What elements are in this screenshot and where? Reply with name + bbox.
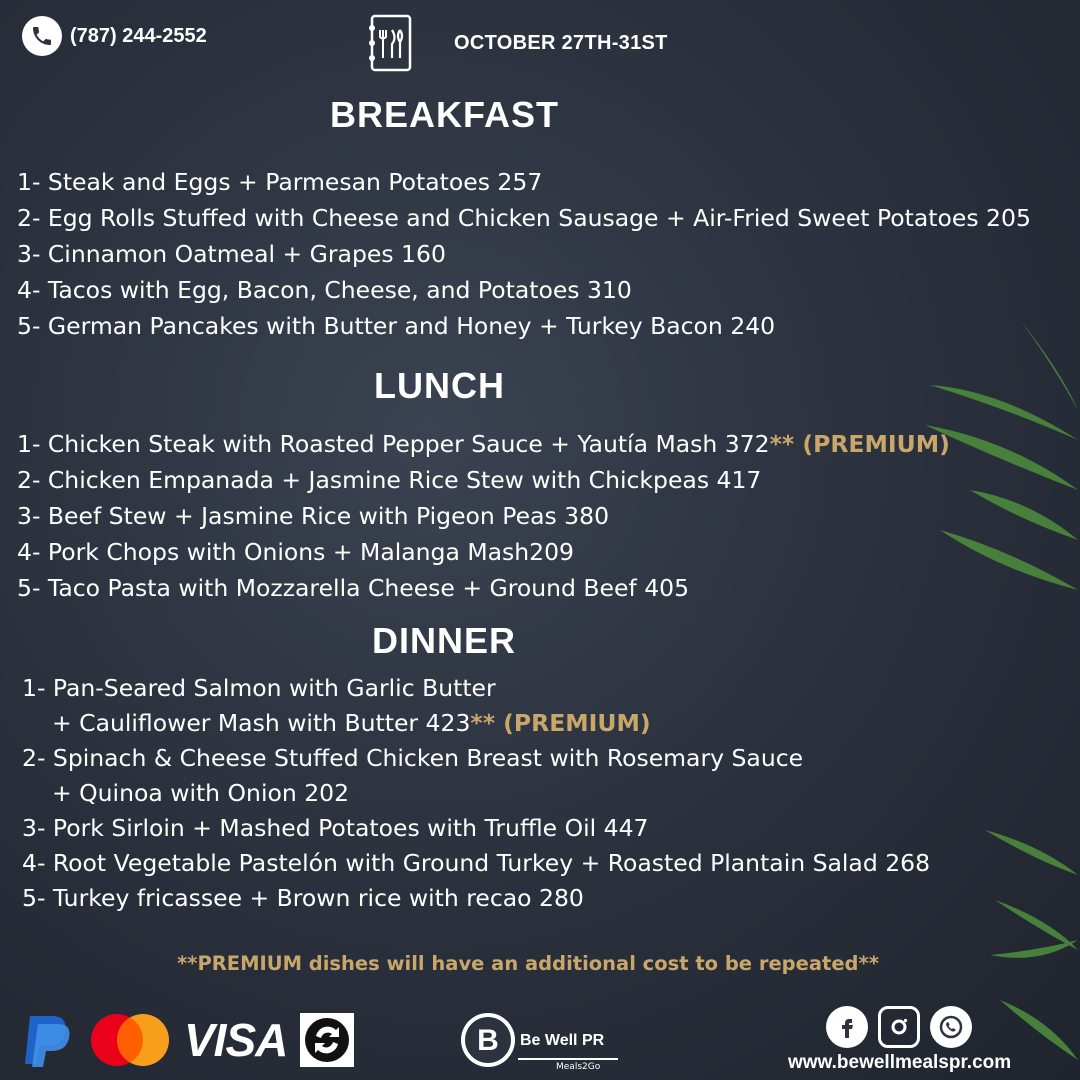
list-item: 3- Beef Stew + Jasmine Rice with Pigeon Peas 380: [17, 502, 610, 530]
phone-icon: [22, 16, 62, 56]
list-item: 2- Chicken Empanada + Jasmine Rice Stew with Chickpeas 417: [17, 466, 762, 494]
paypal-icon: [16, 1012, 76, 1068]
date-range: OCTOBER 27TH-31ST: [454, 32, 668, 54]
payment-methods: [16, 1012, 355, 1068]
menu-book-icon: [366, 14, 414, 72]
list-item: 1- Chicken Steak with Roasted Pepper Sauce + Yautía Mash 372** (PREMIUM): [17, 430, 950, 458]
list-item: 5- Turkey fricassee + Brown rice with recao 280: [22, 884, 584, 912]
brand-underline: [518, 1058, 618, 1060]
phone-contact[interactable]: [22, 16, 207, 56]
premium-footnote: **PREMIUM dishes will have an additional cost to be repeated**: [177, 952, 879, 975]
list-item: 3- Cinnamon Oatmeal + Grapes 160: [17, 240, 446, 268]
list-item-continuation: + Cauliflower Mash with Butter 423** (PREMIUM): [52, 709, 651, 737]
list-item: 2- Spinach & Cheese Stuffed Chicken Breast with Rosemary Sauce: [22, 744, 804, 772]
list-item: 1- Pan-Seared Salmon with Garlic Butter: [22, 674, 496, 702]
svg-text:B: B: [477, 1024, 499, 1057]
ath-movil-icon: [299, 1012, 355, 1068]
list-item: 5- Taco Pasta with Mozzarella Cheese + Ground Beef 405: [17, 574, 690, 602]
premium-tag: ** (PREMIUM): [470, 709, 651, 737]
whatsapp-icon[interactable]: [930, 1006, 972, 1048]
lunch-list: [17, 426, 950, 606]
list-item: 4- Root Vegetable Pastelón with Ground Turkey + Roasted Plantain Salad 268: [22, 849, 931, 877]
social-links: [826, 1006, 972, 1048]
facebook-icon[interactable]: [826, 1006, 868, 1048]
list-item: 4- Tacos with Egg, Bacon, Cheese, and Potatoes 310: [17, 276, 632, 304]
mastercard-icon: [88, 1012, 172, 1068]
premium-tag: ** (PREMIUM): [769, 430, 950, 458]
list-item-continuation: + Quinoa with Onion 202: [52, 779, 350, 807]
list-item: 1- Steak and Eggs + Parmesan Potatoes 257: [17, 168, 543, 196]
phone-number: (787) 244-2552: [70, 24, 207, 47]
brand-logo: B Be Well PR Meals2Go: [456, 1008, 626, 1076]
website-link[interactable]: www.bewellmealspr.com: [788, 1052, 1012, 1073]
list-item: 5- German Pancakes with Butter and Honey + Turkey Bacon 240: [17, 312, 776, 340]
list-item: 2- Egg Rolls Stuffed with Cheese and Chicken Sausage + Air-Fried Sweet Potatoes 205: [17, 204, 1031, 232]
breakfast-title: BREAKFAST: [330, 94, 560, 135]
breakfast-list: [17, 164, 1031, 344]
list-item: 3- Pork Sirloin + Mashed Potatoes with Truffle Oil 447: [22, 814, 649, 842]
lunch-title: LUNCH: [374, 365, 505, 406]
list-item: 4- Pork Chops with Onions + Malanga Mash209: [17, 538, 575, 566]
dinner-list: [22, 671, 930, 916]
dinner-title: DINNER: [372, 620, 517, 661]
brand-mark: [456, 1008, 526, 1076]
instagram-icon[interactable]: [878, 1006, 920, 1048]
visa-icon: VISA: [184, 1014, 288, 1066]
